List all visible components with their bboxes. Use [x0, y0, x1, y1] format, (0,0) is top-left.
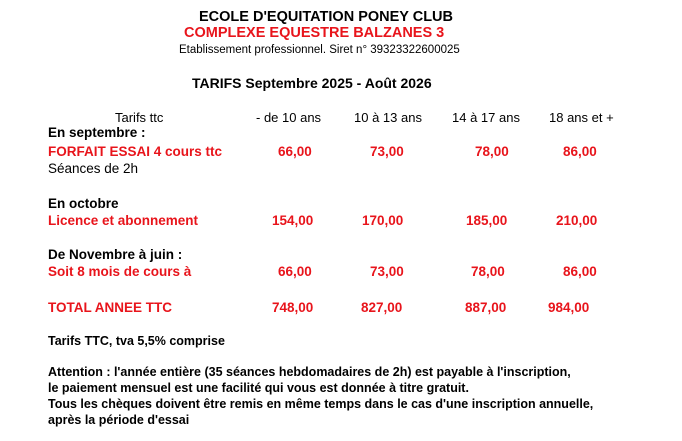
- price-cell: 78,00: [471, 264, 505, 279]
- price-cell: 185,00: [466, 213, 508, 228]
- col-header-14-17: 14 à 17 ans: [452, 110, 520, 125]
- price-cell: 73,00: [370, 264, 404, 279]
- row-label-total: TOTAL ANNEE TTC: [48, 300, 172, 315]
- col-header-under-10: - de 10 ans: [256, 110, 322, 125]
- price-cell: 86,00: [563, 264, 597, 279]
- total-cell: 887,00: [465, 300, 507, 315]
- row-label-licence: Licence et abonnement: [48, 213, 199, 228]
- total-cell: 748,00: [272, 300, 314, 315]
- total-cell: 827,00: [361, 300, 403, 315]
- attention-line: le paiement mensuel est une facilité qui vous est donnée à titre gratuit.: [48, 381, 469, 395]
- col-header-label: Tarifs ttc: [115, 110, 164, 125]
- total-cell: 984,00: [548, 300, 590, 315]
- school-name: ECOLE D'EQUITATION PONEY CLUB: [199, 9, 453, 25]
- attention-line: Tous les chèques doivent être remis en même temps dans le cas d'une inscription annuelle,: [48, 397, 594, 411]
- price-cell: 86,00: [563, 144, 597, 159]
- section-heading-october: En octobre: [48, 196, 119, 211]
- complex-name: COMPLEXE EQUESTRE BALZANES 3: [184, 25, 445, 41]
- price-cell: 154,00: [272, 213, 314, 228]
- price-cell: 73,00: [370, 144, 404, 159]
- section-heading-september: En septembre :: [48, 125, 146, 140]
- price-cell: 210,00: [556, 213, 598, 228]
- session-duration-note: Séances de 2h: [48, 161, 139, 176]
- attention-line: après la période d'essai: [48, 413, 190, 427]
- row-label-monthly: Soit 8 mois de cours à: [48, 264, 192, 279]
- establishment-info: Etablissement professionnel. Siret n° 39323322600025: [179, 44, 460, 56]
- price-cell: 170,00: [362, 213, 404, 228]
- price-cell: 66,00: [278, 144, 312, 159]
- col-header-10-13: 10 à 13 ans: [354, 110, 422, 125]
- tva-note: Tarifs TTC, tva 5,5% comprise: [48, 334, 225, 348]
- row-label-forfait-essai: FORFAIT ESSAI 4 cours ttc: [48, 144, 223, 159]
- price-cell: 78,00: [475, 144, 509, 159]
- section-heading-november-june: De Novembre à juin :: [48, 247, 183, 262]
- price-cell: 66,00: [278, 264, 312, 279]
- col-header-18-plus: 18 ans et +: [549, 110, 614, 125]
- attention-line: Attention : l'année entière (35 séances hebdomadaires de 2h) est payable à l'inscription,: [48, 365, 571, 379]
- page-title: TARIFS Septembre 2025 - Août 2026: [192, 75, 432, 91]
